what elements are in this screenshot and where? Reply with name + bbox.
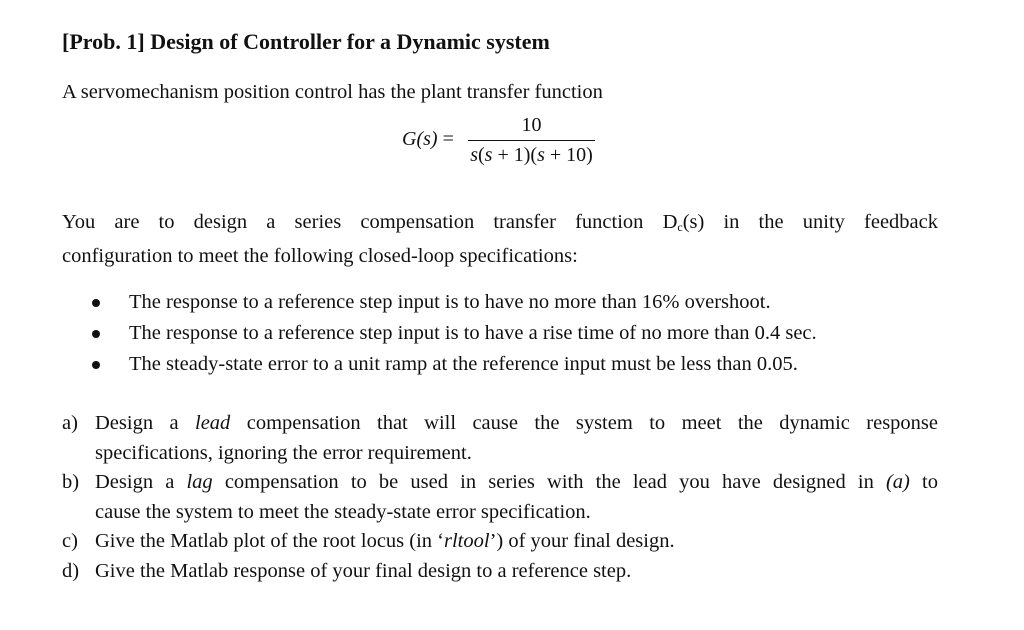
question-b <box>62 468 938 527</box>
den-s3: s <box>537 144 545 166</box>
equation-lhs <box>402 128 454 151</box>
list-item <box>92 319 817 350</box>
questions-list <box>62 409 938 586</box>
question-a-em: lead <box>195 412 231 434</box>
den-s2: s <box>484 144 493 166</box>
den-part-2: + 1)( <box>492 144 538 166</box>
problem-title: [Prob. 1] Design of Controller for a Dynamic system <box>62 29 550 54</box>
question-b-em2: (a) <box>885 471 910 493</box>
spec-text: The response to a reference step input is to have a rise time of no more than 0.4 sec. <box>129 322 817 344</box>
question-c-em: rltool <box>444 530 490 552</box>
list-item <box>92 288 817 319</box>
equation-numerator: 10 <box>521 114 542 136</box>
question-c-post: ’) of your final design. <box>489 530 675 552</box>
bullet-icon <box>92 330 100 338</box>
question-d <box>62 557 938 587</box>
paragraph-line-2: configuration to meet the following closed-loop specifications: <box>62 245 578 267</box>
question-b-em: lag <box>186 471 213 493</box>
question-label: d) <box>62 559 80 582</box>
question-b-pre: Design a <box>95 471 187 493</box>
list-item <box>92 350 817 381</box>
question-a-post: compensation that will cause the system to meet the dynamic response <box>230 412 939 434</box>
design-paragraph <box>62 208 938 271</box>
transfer-function-equation <box>402 114 622 176</box>
paragraph-line-1-text: You are to design a series compensation transfer function D <box>62 211 678 233</box>
question-label: a) <box>62 412 78 434</box>
question-c-line <box>95 527 938 557</box>
specifications-list <box>92 288 817 381</box>
spec-text: The steady-state error to a unit ramp at the reference input must be less than 0.05. <box>129 353 798 375</box>
question-a-line-1 <box>95 409 938 439</box>
spec-text: The response to a reference step input is to have no more than 16% overshoot. <box>129 291 771 313</box>
question-a-pre: Design a <box>95 412 196 434</box>
equation-function-name: G <box>402 128 417 150</box>
den-s: s <box>470 144 478 166</box>
den-part-1: ( <box>477 144 485 166</box>
question-label: b) <box>62 471 80 493</box>
paragraph-subscript: c <box>677 220 683 234</box>
paragraph-line-1-end: (s) in the unity feedback <box>682 211 938 233</box>
question-b-line-1 <box>95 468 938 498</box>
bullet-icon <box>92 299 100 307</box>
question-label: c) <box>62 530 78 552</box>
question-a <box>62 409 938 468</box>
question-c <box>62 527 938 557</box>
bullet-icon <box>92 361 100 369</box>
paragraph-line-1 <box>62 208 938 242</box>
den-part-3: + 10) <box>544 144 593 166</box>
question-b-post: to <box>909 471 938 493</box>
equation-denominator <box>468 144 595 167</box>
question-d-line: Give the Matlab response of your final design to a reference step. <box>95 559 632 582</box>
equation-function-arg: (s) <box>416 128 438 150</box>
question-b-line-2: cause the system to meet the steady-state error specification. <box>95 500 591 523</box>
question-a-line-2: specifications, ignoring the error requirement. <box>95 441 472 464</box>
question-b-mid: compensation to be used in series with the lead you have designed in <box>212 471 886 493</box>
intro-text: A servomechanism position control has the plant transfer function <box>62 81 603 103</box>
fraction-bar <box>468 140 595 141</box>
equation-equals: = <box>437 128 454 150</box>
question-c-pre: Give the Matlab plot of the root locus (in ‘ <box>95 530 444 552</box>
